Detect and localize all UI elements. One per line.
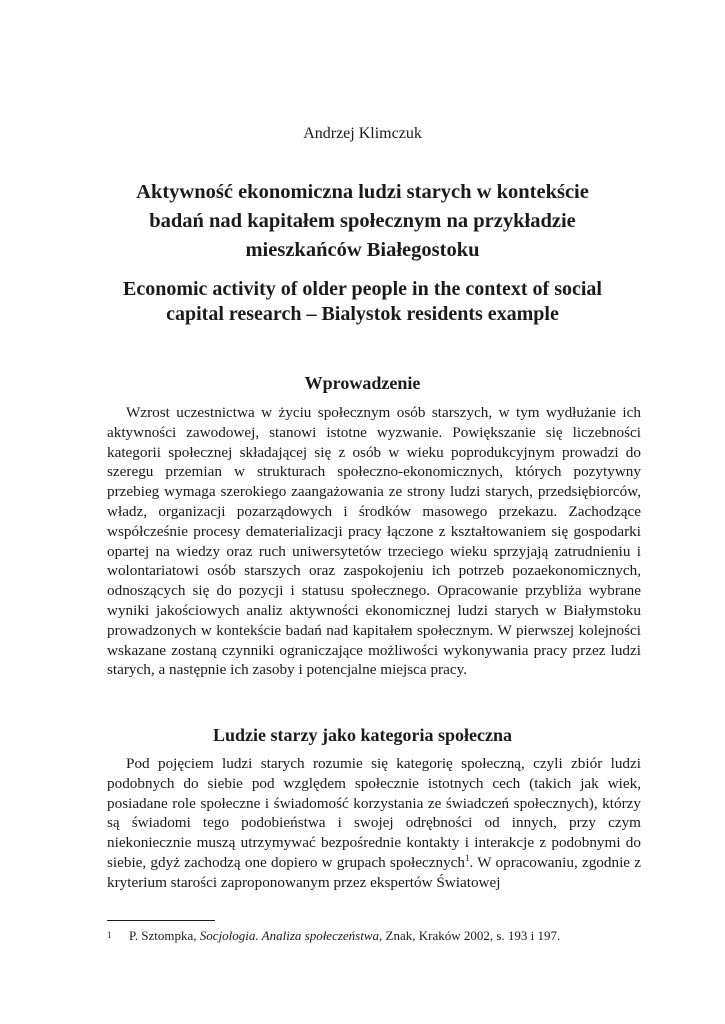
paragraph-text: Pod pojęciem ludzi starych rozumie się kategorię społeczną, czyli zbiór ludzi podobnych do siebie pod względem społecznie istotnych cech (takich jak wiek, posiadane role społeczne i świadomość korzystania ze świadczeń społecznych), którzy są świadomi tego podobieństwa i swojej odrębności od innych, przy czym niekoniecznie muszą utrzymywać bezpośrednie kontakty i interakcje z podobnymi do siebie, gdyż zachodzą one dopiero w grupach społecznych: [107, 755, 641, 871]
introduction-paragraph: Wzrost uczestnictwa w życiu społecznym osób starszych, w tym wydłużanie ich aktywności zawodowej, stanowi istotne wyzwanie. Powiększanie się liczebności kategorii społecznej składającej się z osób w wieku poprodukcyjnym prowadzi do szeregu przemian w strukturach społeczno-ekonomicznych, których pozytywny przebieg wymaga szerokiego zaangażowania ze strony ludzi starych, przedsiębiorców, władz, organizacji pozarządowych i środków masowego przekazu. Zachodzące współcześnie procesy dematerializacji pracy łączone z kształtowaniem się gospodarki opartej na wiedzy oraz ruch uniwersytetów trzeciego wieku sprzyjają zatrudnieniu i wolontariatowi osób starszych oraz zaspokojeniu ich potrzeb pozaekonomicznych, odnoszących się do pozycji i statusu społecznego. Opracowanie przybliża wybrane wyniki jakościowych analiz aktywności ekonomicznej ludzi starych w Białymstoku prowadzonych w kontekście badań nad kapitałem społecznym. W pierwszej kolejności wskazane zostaną czynniki ograniczające możliwości wykonywania pracy przez ludzi starych, a następnie ich zasoby i potencjalne miejsca pracy.: [107, 404, 641, 679]
older-people-paragraph: [107, 754, 641, 893]
footnote-number: 1: [107, 930, 112, 940]
title-polish: [100, 178, 625, 265]
author-name: Andrzej Klimczuk: [303, 125, 422, 142]
footnote-reference[interactable]: 1: [465, 852, 470, 863]
title-english-line: capital research – Bialystok residents example: [166, 303, 559, 325]
footnote: [107, 927, 641, 944]
footnote-text: [129, 928, 560, 943]
section-heading-older-people: Ludzie starzy jako kategoria społeczna: [213, 725, 512, 745]
footnote-author: P. Sztompka,: [129, 928, 200, 943]
footnote-publication: , Znak, Kraków 2002, s. 193 i 197.: [379, 928, 561, 943]
title-english: [90, 277, 635, 327]
section-heading-introduction: Wprowadzenie: [304, 373, 421, 393]
title-english-line: Economic activity of older people in the context of social: [122, 278, 602, 300]
title-polish-line: Aktywność ekonomiczna ludzi starych w kontekście: [136, 181, 589, 203]
paragraph-text: . W opracowaniu, zgodnie z kryterium starości zaproponowanym przez ekspertów Światowej: [107, 853, 641, 891]
footnote-book-title: Socjologia. Analiza społeczeństwa: [199, 928, 380, 943]
title-polish-line: badań nad kapitałem społecznym na przykładzie: [149, 210, 576, 232]
footnote-divider: [107, 920, 215, 921]
title-polish-line: mieszkańców Białegostoku: [245, 239, 480, 261]
